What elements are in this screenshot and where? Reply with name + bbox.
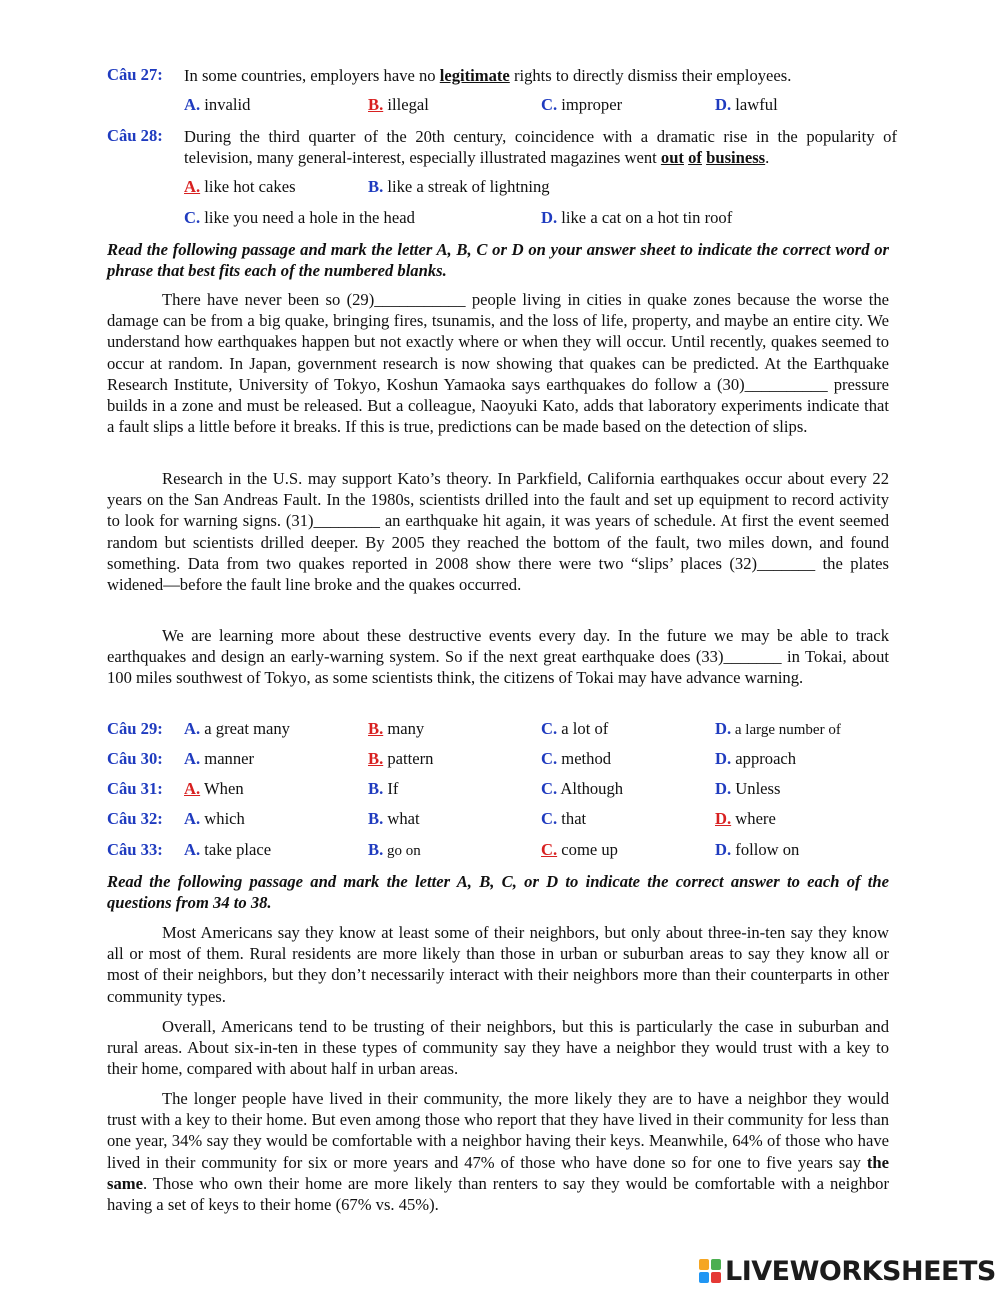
option-a[interactable]: A. take place — [184, 840, 272, 859]
question-33: Câu 33: A. take place B. go on C. come up D. follow on — [107, 840, 800, 859]
passage2-paragraph-3: The longer people have lived in their community, the more likely they are to have a neighbor they would trust with a key to their home. But even among those who report that they have lived in their community for less than one year, 34% say they would be comfortable with a neighbor having their keys. Meanwhile, 64% of those who have lived in their community for six or more years and 47% of those who have done so for one to five years say the same. Those who own their home are more likely than renters to say they would be comfortable with a neighbor having a set of keys to their home (67% vs. 45%). — [107, 1089, 889, 1215]
question-number: Câu 28: — [107, 126, 163, 145]
question-stem: During the third quarter of the 20th century, coincidence with a dramatic rise in the popularity of television, many general-interest, especially illustrated magazines went out of business. — [184, 127, 897, 167]
option-c[interactable]: C. method — [541, 749, 612, 768]
option-b[interactable]: B. go on — [368, 840, 421, 859]
question-27 — [107, 65, 897, 86]
logo-grid-icon — [699, 1259, 721, 1283]
question-number: Câu 27: — [107, 65, 163, 84]
option-c[interactable]: C. a lot of — [541, 719, 609, 738]
option-c[interactable]: C. that — [541, 809, 587, 828]
options-28-row2 — [184, 208, 904, 230]
option-c[interactable]: C. like you need a hole in the head — [184, 208, 415, 227]
logo-text: LIVEWORKSHEETS — [725, 1255, 996, 1287]
liveworksheets-logo — [699, 1257, 996, 1285]
question-31: Câu 31: A. When B. If C. Although D. Unless — [107, 779, 781, 798]
option-d[interactable]: D. lawful — [715, 95, 778, 114]
option-c[interactable]: C. improper — [541, 95, 623, 114]
question-28 — [107, 126, 897, 168]
option-d[interactable]: D. like a cat on a hot tin roof — [541, 208, 733, 227]
passage1-paragraph-3: We are learning more about these destructive events every day. In the future we may be able to track earthquakes and design an early-warning system. So if the next great earthquake does (33)_______ in Tokai, about 100 miles southwest of Tokyo, as some scientists think, the citizens of Tokai may have advance warning. — [107, 626, 889, 688]
passage1-paragraph-2: Research in the U.S. may support Kato’s theory. In Parkfield, California earthquakes occur about every 22 years on the San Andreas Fault. In the 1980s, scientists drilled into the fault and set up equipment to record activity to look for warning signs. (31)________ an earthquake hit again, it was years of schedule. At first the event seemed random but scientists drilled deeper. By 2005 they reached the bottom of the fault, two miles down, and found something. Data from two quakes reported in 2008 show there were two “slips’ places (32)_______ the plates widened—before the fault line broke and the quakes occurred. — [107, 469, 889, 595]
option-d[interactable]: D. a large number of — [715, 719, 841, 738]
option-d[interactable]: D. Unless — [715, 779, 781, 798]
option-c[interactable]: C. come up — [541, 840, 618, 859]
option-a[interactable]: A. manner — [184, 749, 255, 768]
key-word: legitimate — [439, 66, 510, 85]
option-a[interactable]: A. a great many — [184, 719, 290, 738]
option-a[interactable]: A. which — [184, 809, 245, 828]
option-b[interactable]: B. If — [368, 779, 399, 798]
options-27 — [184, 95, 904, 117]
option-b[interactable]: B. illegal — [368, 95, 429, 114]
question-30: Câu 30: A. manner B. pattern C. method D. approach — [107, 749, 797, 768]
instruction-1: Read the following passage and mark the letter A, B, C or D on your answer sheet to indicate the correct word or phrase that best fits each of the numbered blanks. — [107, 240, 889, 280]
option-d[interactable]: D. follow on — [715, 840, 800, 859]
option-b[interactable]: B. what — [368, 809, 420, 828]
question-29: Câu 29: A. a great many B. many C. a lot of D. a large number of — [107, 719, 841, 738]
option-a[interactable]: A. When — [184, 779, 244, 798]
passage2-paragraph-1: Most Americans say they know at least some of their neighbors, but only about three-in-ten say they know all or most of them. Rural residents are more likely than those in urban or suburban areas to say they know all or most of their neighbors, but they don’t necessarily interact with their neighbors more than their counterparts in other community types. — [107, 923, 889, 1006]
passage1-paragraph-1: There have never been so (29)___________ people living in cities in quake zones because the worse the damage can be from a big quake, bringing fires, tsunamis, and the loss of life, property, and maybe an entire city. We understand how earthquakes happen but not exactly where or when they will occur. Until recently, quakes seemed to occur at random. In Japan, government research is now showing that quakes can be predicted. At the Earthquake Research Institute, University of Tokyo, Koshun Yamaoka says earthquakes do follow a (30)__________ pressure builds in a zone and must be released. But a colleague, Naoyuki Kato, adds that laboratory experiments indicate that a fault slips a little before it breaks. If this is true, predictions can be made based on the detection of slips. — [107, 290, 889, 437]
option-d[interactable]: D. where — [715, 809, 776, 828]
question-32: Câu 32: A. which B. what C. that D. where — [107, 809, 776, 828]
option-a[interactable]: A. like hot cakes — [184, 177, 296, 196]
option-b[interactable]: B. like a streak of lightning — [368, 177, 550, 196]
option-b[interactable]: B. many — [368, 719, 425, 738]
question-stem: In some countries, employers have no legitimate rights to directly dismiss their employees. — [184, 66, 792, 85]
option-d[interactable]: D. approach — [715, 749, 797, 768]
option-c[interactable]: C. Although — [541, 779, 624, 798]
options-28-row1 — [184, 177, 904, 199]
option-b[interactable]: B. pattern — [368, 749, 434, 768]
passage2-paragraph-2: Overall, Americans tend to be trusting of their neighbors, but this is particularly the case in suburban and rural areas. About six-in-ten in these types of community say they have a neighbor they would trust with a key to their home, compared with about half in urban areas. — [107, 1017, 889, 1079]
option-a[interactable]: A. invalid — [184, 95, 251, 114]
instruction-2: Read the following passage and mark the letter A, B, C, or D to indicate the correct answer to each of the questions from 34 to 38. — [107, 872, 889, 912]
